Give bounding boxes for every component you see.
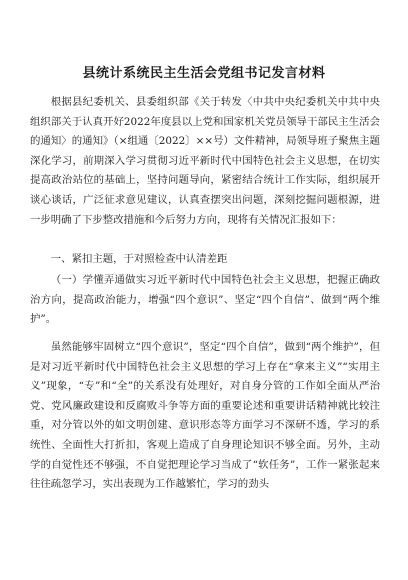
body-paragraph: 虽然能够牢固树立“四个意识”，坚定“四个自信”，做到“两个维护”，但是对习近平新时代中国特色社会主义思想的学习上存在“拿来主义”“实用主义”现象，“专”和“全”的关系没有处理好，对自身分管的工作如全面从严治党、党风廉政建设和反腐败斗争等方面的重要论述和重要讲话精神就比较注重，对分管以外的如文明创建、意识形态等方面学习不深研不透，学习的系统性、全面性大打折扣，客观上造成了自身理论知识不够全面。另外，主动学的自觉性还不够强，不自觉把理论学习当成了“软任务”，工作一紧张起来往往疏忽学习，实出表现为工作越繁忙，学习的劲头 — [30, 341, 380, 491]
section-heading: 一、紧扣主题，于对照检查中认清差距 — [50, 253, 228, 265]
document-title: 县统计系统民主生活会党组书记发言材料 — [82, 66, 326, 81]
intro-paragraph: 根据县纪委机关、县委组织部《关于转发〈中共中央纪委机关中共中央组织部关于认真开好2022年度县以上党和国家机关党员领导干部民主生活会的通知〉的通知》（×组通〔2022〕××号）文件精神，局领导班子聚焦主题深化学习，前期深入学习贯彻习近平新时代中国特色社会主义思想，在切实提高政治站位的基础上，坚持问题导向，紧密结合统计工作实际，组织展开谈心谈话，广泛征求意见建议，认真查摆突出问题，深刻挖掘问题根源，进一步明确了下步整改措施和今后努力方向，现将有关情况汇报如下： — [30, 96, 380, 226]
subsection-heading: （一）学懂弄通做实习近平新时代中国特色社会主义思想，把握正确政治方向，提高政治能力，增强“四个意识”、坚定“四个自信”、做到“两个维护”。 — [30, 274, 380, 326]
